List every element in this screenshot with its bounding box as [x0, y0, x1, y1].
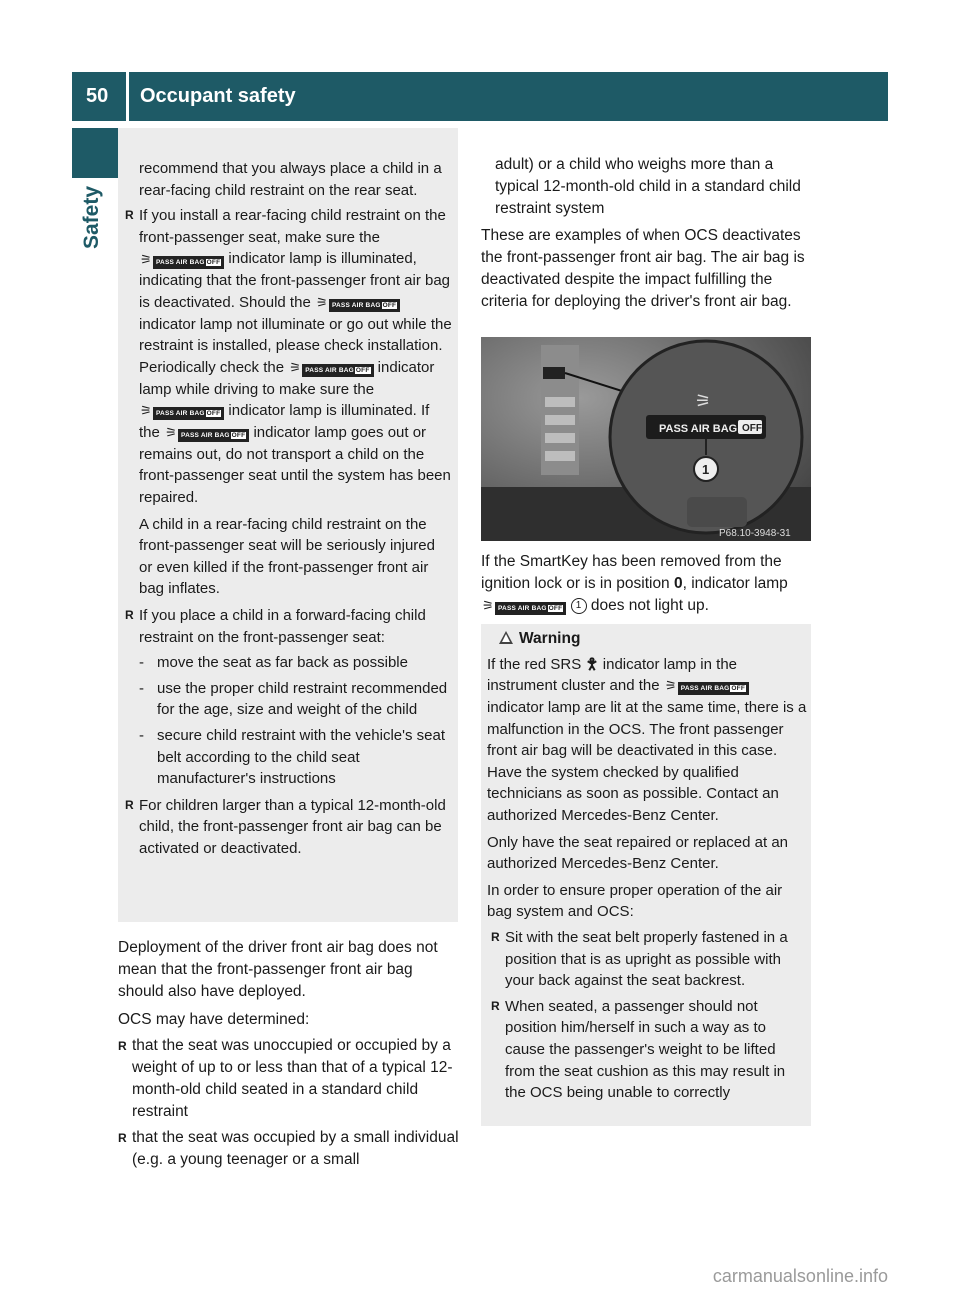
paragraph: In order to ensure proper operation of the air bag system and OCS: — [487, 881, 783, 921]
badge-text: PASS AIR BAG — [156, 258, 205, 266]
paragraph — [481, 551, 813, 617]
right-text-top — [481, 154, 813, 313]
text: If you install a rear-facing child restraint on the front-passenger seat, make sure the — [139, 207, 446, 246]
key-position: 0 — [674, 575, 683, 592]
photo-illustration — [481, 337, 811, 541]
text: indicator lamp in the instrument cluster and the — [487, 655, 738, 695]
list-item: - use the proper child restraint recommended for the age, size and weight of the child — [139, 678, 452, 721]
info-box-text — [125, 158, 452, 860]
passenger-seat-child-icon: ⚞ PASS AIR BAG OFF — [315, 292, 400, 314]
badge-off: OFF — [355, 367, 370, 375]
list-item: R that the seat was occupied by a small individual (e.g. a young teenager or a small — [118, 1127, 460, 1171]
text: If the red SRS — [487, 655, 582, 673]
photo-callout: 1 — [702, 462, 710, 477]
page-number: 50 — [86, 85, 109, 107]
badge-off: OFF — [206, 258, 221, 266]
badge-off: OFF — [731, 685, 746, 693]
callout-number: 1 — [571, 598, 587, 614]
badge-text: PASS AIR BAG — [156, 410, 205, 418]
badge-off: OFF — [206, 410, 221, 418]
text: If the SmartKey has been removed from the ignition lock or is in position — [481, 553, 782, 592]
list-item: R When seated, a passenger should not position him/herself in such a way as to cause the passenger's weight to be lifted from the seat cushion as this may result in the OCS being unable to correctly — [491, 996, 807, 1104]
badge-off: OFF — [231, 432, 246, 440]
paragraph: Only have the seat repaired or replaced at an authorized Mercedes-Benz Center. — [487, 833, 789, 873]
dashboard-photo — [481, 337, 811, 541]
list-item: R Sit with the seat belt properly fastened in a position that is as upright as possible with your back against the seat backrest. — [491, 927, 807, 992]
paragraph: OCS may have determined: — [118, 1011, 310, 1028]
text: indicator lamp is illuminated. If the — [139, 402, 430, 442]
text: indicator lamp is illuminated, indicating that the front-passenger front air bag is deactivated. Should the — [139, 250, 451, 311]
header-divider — [126, 72, 129, 121]
badge-off: OFF — [382, 302, 397, 310]
badge-text: PASS AIR BAG — [331, 302, 381, 310]
passenger-seat-child-icon: ⚞ PASS AIR BAG OFF — [288, 357, 373, 379]
badge-text: PASS AIR BAG — [680, 685, 730, 693]
paragraph: recommend that you always place a child in a rear-facing child restraint on the rear seat. — [139, 160, 442, 199]
photo-badge-off: OFF — [742, 423, 762, 434]
badge-text: PASS AIR BAG — [305, 367, 354, 375]
photo-badge-text: PASS AIR BAG — [659, 423, 738, 435]
airbag-srs-icon: 🯆 — [585, 655, 599, 673]
list-item: - move the seat as far back as possible — [139, 652, 452, 674]
page-title: Occupant safety — [140, 85, 296, 107]
list-item: R For children larger than a typical 12-month-old child, the front-passenger front air bag can be activated or deactivated. — [125, 795, 452, 860]
paragraph: Deployment of the driver front air bag does not mean that the front-passenger front air bag should also have deployed. — [118, 939, 438, 1000]
warning-heading — [487, 628, 807, 650]
text: indicator lamp while driving to make sure the — [139, 358, 435, 398]
passenger-seat-child-icon: ⚞ PASS AIR BAG OFF — [139, 400, 224, 422]
list-item: R that the seat was unoccupied or occupied by a weight of up to or less than that of a typical 12-month-old child seated in a standard child restraint — [118, 1035, 460, 1123]
list-item — [125, 205, 452, 508]
badge-text: PASS AIR BAG — [498, 605, 547, 612]
warning-title: Warning — [519, 630, 581, 647]
text: does not light up. — [590, 597, 709, 615]
section-label: Safety — [80, 186, 103, 250]
right-text-mid — [481, 551, 813, 617]
badge-text: PASS AIR BAG — [181, 432, 230, 440]
passenger-seat-child-icon: ⚞ PASS AIR BAG OFF — [164, 422, 249, 444]
paragraph: A child in a rear-facing child restraint on the front-passenger seat will be seriously injured or even killed if the front-passenger front air bag inflates. — [139, 515, 435, 598]
badge-off: OFF — [548, 605, 563, 612]
paragraph — [487, 654, 807, 827]
paragraph: adult) or a child who weighs more than a typical 12-month-old child in a standard child restraint system — [495, 156, 801, 217]
paragraph: These are examples of when OCS deactivates the front-passenger front air bag. The air bag is deactivated despite the impact fulfilling the criteria for deploying the driver's front air bag. — [481, 227, 805, 310]
photo-code: P68.10-3948-31 — [719, 528, 791, 539]
passenger-seat-child-icon: ⚞ PASS AIR BAG OFF — [481, 595, 566, 617]
warning-text — [487, 628, 807, 1104]
list-item: R If you place a child in a forward-facing child restraint on the front-passenger seat: — [125, 605, 452, 648]
passenger-seat-child-icon: ⚞ PASS AIR BAG OFF — [139, 249, 224, 271]
text: indicator lamp are lit at the same time, there is a malfunction in the OCS. The front passenger front air bag will be deactivated in this case. Have the system checked by qualified technicians as soon as possible. Contact an authorized Mercedes-Benz Center. — [487, 699, 807, 824]
photo-seat-icon: ⚞ — [695, 391, 712, 412]
passenger-seat-child-icon: ⚞ PASS AIR BAG OFF — [664, 675, 749, 697]
text: indicator lamp not illuminate or go out while the restraint is installed, please check installation. Periodically check the — [139, 315, 452, 376]
footer-watermark: carmanualsonline.info — [712, 1266, 888, 1286]
text: , indicator lamp — [682, 575, 788, 592]
body-text — [118, 937, 460, 1171]
warning-icon — [499, 631, 513, 644]
list-item: - secure child restraint with the vehicle's seat belt according to the child seat manufacturer's instructions — [139, 725, 452, 790]
text: indicator lamp goes out or remains out, do not transport a child on the front-passenger seat until the system has been repaired. — [139, 424, 451, 507]
